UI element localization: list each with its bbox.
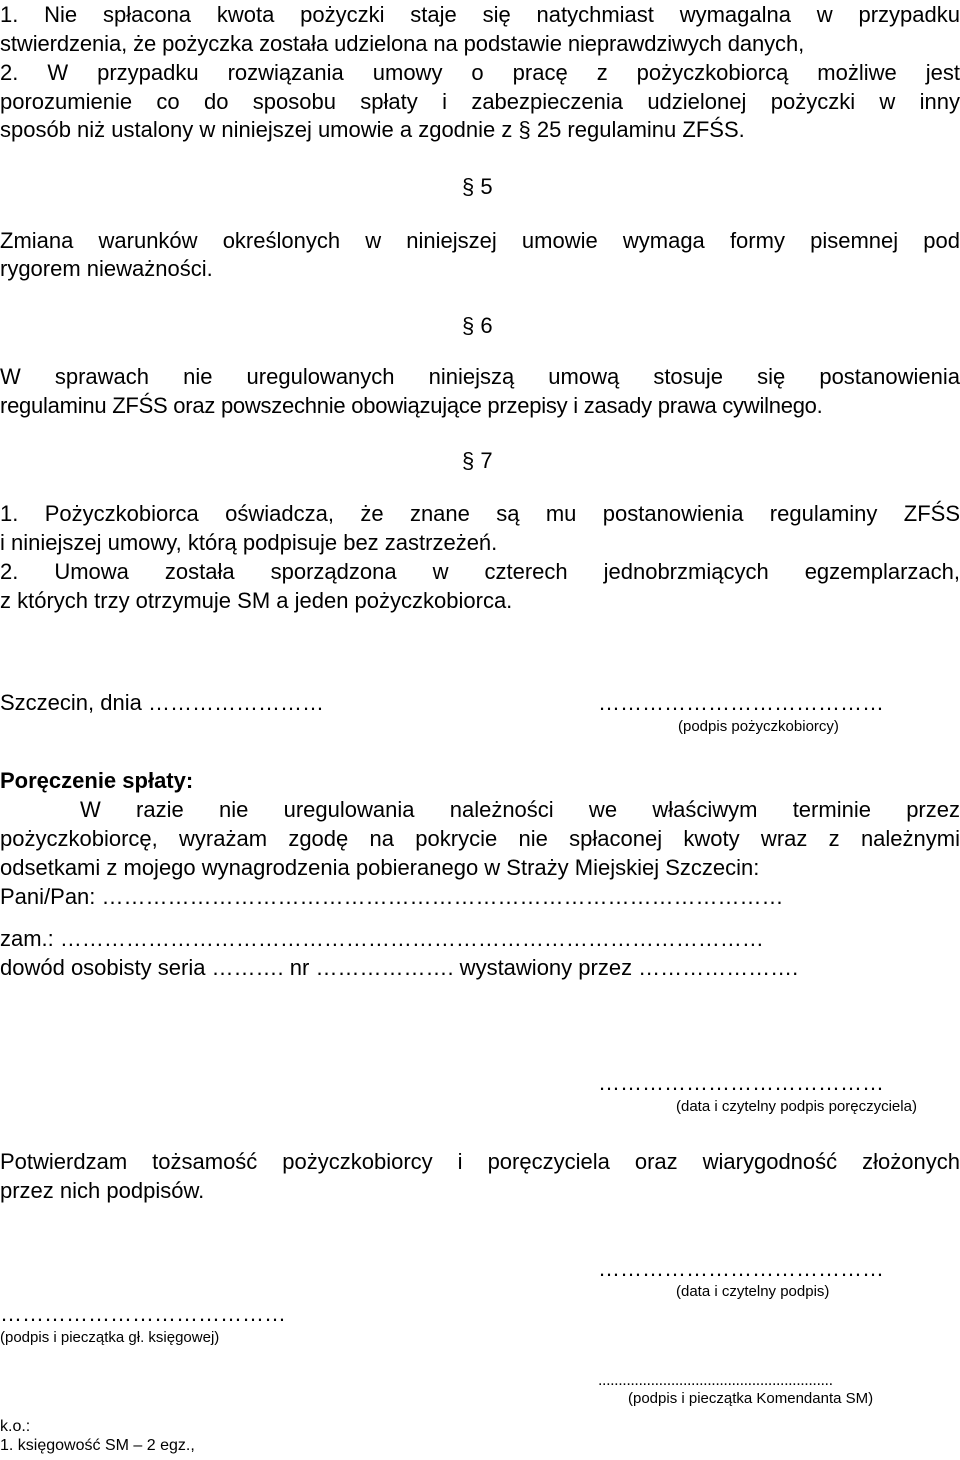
section-7-line-4: z których trzy otrzymuje SM a jeden pożyczkobiorca. — [0, 588, 513, 613]
guarantor-address-field: zam.: …………………………………………………………………………………… — [0, 926, 764, 951]
borrower-signature-line: ………………………………… — [598, 690, 884, 715]
confirmation-line-2: przez nich podpisów. — [0, 1178, 205, 1203]
confirmation-signature-caption: (data i czytelny podpis) — [676, 1283, 830, 1300]
section-5-line-1: Zmiana warunków określonych w niniejszej umowie wymaga formy pisemnej pod — [0, 228, 960, 253]
borrower-signature-caption: (podpis pożyczkobiorcy) — [678, 718, 839, 735]
copies-line-1: 1. księgowość SM – 2 egz., — [0, 1437, 195, 1454]
section-5-heading: § 5 — [462, 174, 493, 199]
clause-4-line-5: sposób niż ustalony w niniejszej umowie a zgodnie z § 25 regulaminu ZFŚS. — [0, 117, 745, 142]
clause-4-line-3: 2. W przypadku rozwiązania umowy o pracę z pożyczkobiorcą możliwe jest — [0, 60, 960, 85]
section-7-line-1: 1. Pożyczkobiorca oświadcza, że znane są mu postanowienia regulaminy ZFŚS — [0, 501, 960, 526]
accountant-signature-line: ………………………………… — [0, 1301, 286, 1326]
place-date-field: Szczecin, dnia …………………… — [0, 690, 324, 715]
guarantee-title: Poręczenie spłaty: — [0, 768, 194, 793]
section-6-heading: § 6 — [462, 313, 493, 338]
guarantor-id-field: dowód osobisty seria ………. nr ………………. wystawiony przez …………………. — [0, 955, 799, 980]
clause-4-line-4: porozumienie co do sposobu spłaty i zabezpieczenia udzielonej pożyczki w inny — [0, 89, 960, 114]
section-7-line-2: i niniejszej umowy, którą podpisuje bez zastrzeżeń. — [0, 530, 498, 555]
guarantor-name-field: Pani/Pan: ………………………………………………………………………………… — [0, 884, 784, 909]
section-7-line-3: 2. Umowa została sporządzona w czterech jednobrzmiących egzemplarzach, — [0, 559, 960, 584]
copies-label: k.o.: — [0, 1418, 31, 1435]
confirmation-line-1: Potwierdzam tożsamość pożyczkobiorcy i poręczyciela oraz wiarygodność złożonych — [0, 1149, 960, 1174]
accountant-signature-caption: (podpis i pieczątka gł. księgowej) — [0, 1329, 220, 1346]
confirmation-signature-line: ………………………………… — [598, 1256, 884, 1281]
section-6-line-2: regulaminu ZFŚS oraz powszechnie obowiązujące przepisy i zasady prawa cywilnego. — [0, 393, 823, 418]
clause-4-line-2: stwierdzenia, że pożyczka została udzielona na podstawie nieprawdziwych danych, — [0, 31, 805, 56]
guarantor-signature-line: ………………………………… — [598, 1070, 884, 1095]
commander-signature-caption: (podpis i pieczątka Komendanta SM) — [628, 1390, 874, 1407]
commander-signature-line: .......................................................... — [598, 1372, 833, 1389]
clause-4-line-1: 1. Nie spłacona kwota pożyczki staje się natychmiast wymagalna w przypadku — [0, 2, 960, 27]
guarantee-line-2: pożyczkobiorcę, wyrażam zgodę na pokrycie nie spłaconej kwoty wraz z należnymi — [0, 826, 960, 851]
guarantor-signature-caption: (data i czytelny podpis poręczyciela) — [676, 1098, 917, 1115]
section-5-line-2: rygorem nieważności. — [0, 256, 213, 281]
section-6-line-1: W sprawach nie uregulowanych niniejszą umową stosuje się postanowienia — [0, 364, 960, 389]
section-7-heading: § 7 — [462, 448, 493, 473]
guarantee-line-3: odsetkami z mojego wynagrodzenia pobieranego w Straży Miejskiej Szczecin: — [0, 855, 760, 880]
guarantee-line-1: W razie nie uregulowania należności we właściwym terminie przez — [80, 797, 960, 822]
